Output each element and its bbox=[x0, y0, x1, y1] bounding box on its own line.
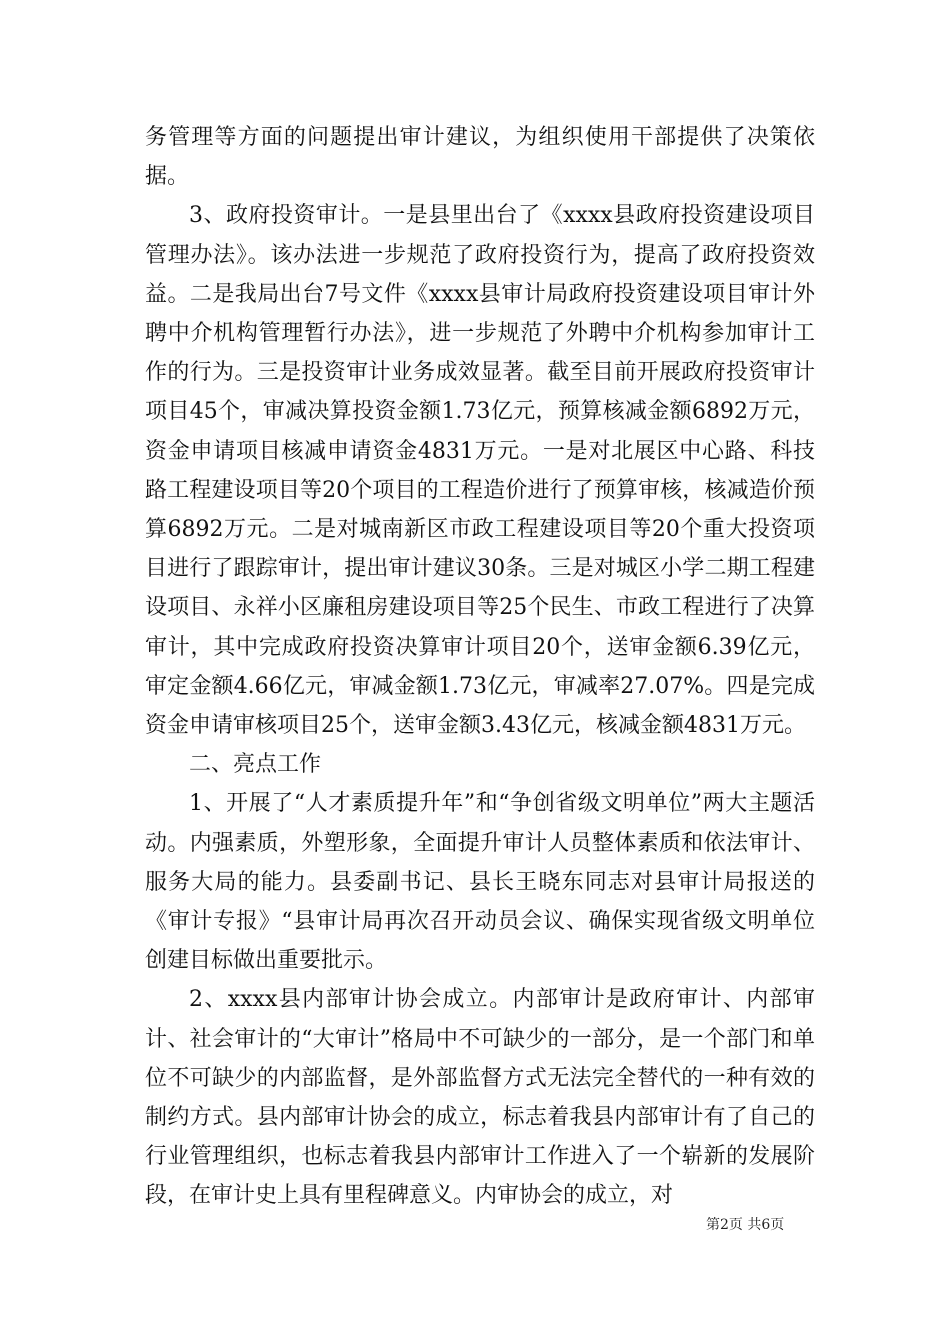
section-heading-highlights: 二、亮点工作 bbox=[189, 752, 322, 778]
page-number-footer: 第2页 共6页 bbox=[706, 1217, 785, 1233]
paragraph-theme-activities: 1、开展了“人才素质提升年”和“争创省级文明单位”两大主题活动。内强素质，外塑形象，全面提升审计人员整体素质和依法审计、服务大局的能力。县委副书记、县长王晓东同志对县审计局报送的《审计专报》“县审计局再次召开动员会议、确保实现省级文明单位创建目标做出重要批示。 bbox=[145, 791, 815, 974]
paragraph-government-investment-audit: 3、政府投资审计。一是县里出台了《xxxx县政府投资建设项目管理办法》。该办法进一步规范了政府投资行为，提高了政府投资效益。二是我局出台7号文件《xxxx县审计局政府投资建设项目审计外聘中介机构管理暂行办法》，进一步规范了外聘中介机构参加审计工作的行为。三是投资审计业务成效显著。截至目前开展政府投资审计项目45个，审减决算投资金额1.73亿元，预算核减金额6892万元，资金申请项目核减申请资金4831万元。一是对北展区中心路、科技路工程建设项目等20个项目的工程造价进行了预算审核，核减造价预算6892万元。二是对城南新区市政工程建设项目等20个重大投资项目进行了跟踪审计，提出审计建议30条。三是对城区小学二期工程建设项目、永祥小区廉租房建设项目等25个民生、市政工程进行了决算审计，其中完成政府投资决算审计项目20个，送审金额6.39亿元，审定金额4.66亿元，审减金额1.73亿元，审减率27.07%。四是完成资金申请审核项目25个，送审金额3.43亿元，核减金额4831万元。 bbox=[145, 203, 816, 739]
document-body bbox=[145, 118, 815, 1216]
paragraph-internal-audit-association: 2、xxxx县内部审计协会成立。内部审计是政府审计、内部审计、社会审计的“大审计”格局中不可缺少的一部分，是一个部门和单位不可缺少的内部监督，是外部监督方式无法完全替代的一种有效的制约方式。县内部审计协会的成立，标志着我县内部审计有了自己的行业管理组织，也标志着我县内部审计工作进入了一个崭新的发展阶段，在审计史上具有里程碑意义。内审协会的成立，对 bbox=[145, 987, 815, 1209]
paragraph-continuation: 务管理等方面的问题提出审计建议，为组织使用干部提供了决策依据。 bbox=[145, 125, 815, 190]
